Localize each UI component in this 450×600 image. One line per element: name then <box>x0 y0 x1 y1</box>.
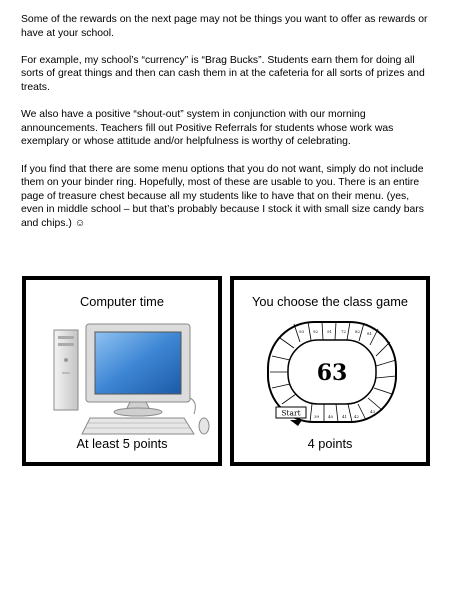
paragraph-menu-options: If you find that there are some menu options that you do not want, simply do not include them on your binder ring. Hopefully, most of these are usable to you. There is an entire page of treasure chest because all my students like to have that on their menu. (yes, even in middle school – but that’s probably because I stock it with small size candy bars and chips.) ☺ <box>21 163 424 229</box>
svg-text:81: 81 <box>367 331 373 336</box>
start-arrow-icon <box>290 420 302 426</box>
svg-text:72: 72 <box>341 329 347 334</box>
svg-text:93: 93 <box>299 329 305 334</box>
computer-icon <box>26 280 218 462</box>
svg-text:41: 41 <box>342 414 348 419</box>
paragraph-rewards: Some of the rewards on the next page may not be things you want to offer as rewards or have at your school. <box>21 14 428 39</box>
card-title: Computer time <box>80 294 164 309</box>
center-number: 63 <box>316 360 348 386</box>
svg-text:40: 40 <box>328 414 334 419</box>
reward-card-computer-time <box>22 276 222 466</box>
svg-text:42: 42 <box>354 414 360 419</box>
start-label: Start <box>281 408 301 418</box>
paragraph-shout-out: We also have a positive “shout-out” system in conjunction with our morning announcements. Teachers fill out Positive Referrals for students whose work was exemplary or whose attitude and/or helpfulness is worthy of celebrating. <box>21 109 394 148</box>
svg-text:92: 92 <box>313 329 319 334</box>
intro-text <box>21 13 433 244</box>
card-title: You choose the class game <box>251 294 409 309</box>
svg-text:91: 91 <box>327 329 333 334</box>
card-points: 4 points <box>307 436 353 451</box>
svg-text:82: 82 <box>355 329 361 334</box>
paragraph-brag-bucks: For example, my school’s “currency” is “Brag Bucks”. Students earn them for doing all sorts of great things and then can cash them in at the cafeteria for all sorts of prizes and treats. <box>21 54 425 93</box>
reward-card-class-game <box>230 276 430 466</box>
svg-text:43: 43 <box>370 409 376 414</box>
card-points: At least 5 points <box>76 436 168 451</box>
board-game-icon <box>234 280 426 462</box>
svg-text:39: 39 <box>314 414 320 419</box>
